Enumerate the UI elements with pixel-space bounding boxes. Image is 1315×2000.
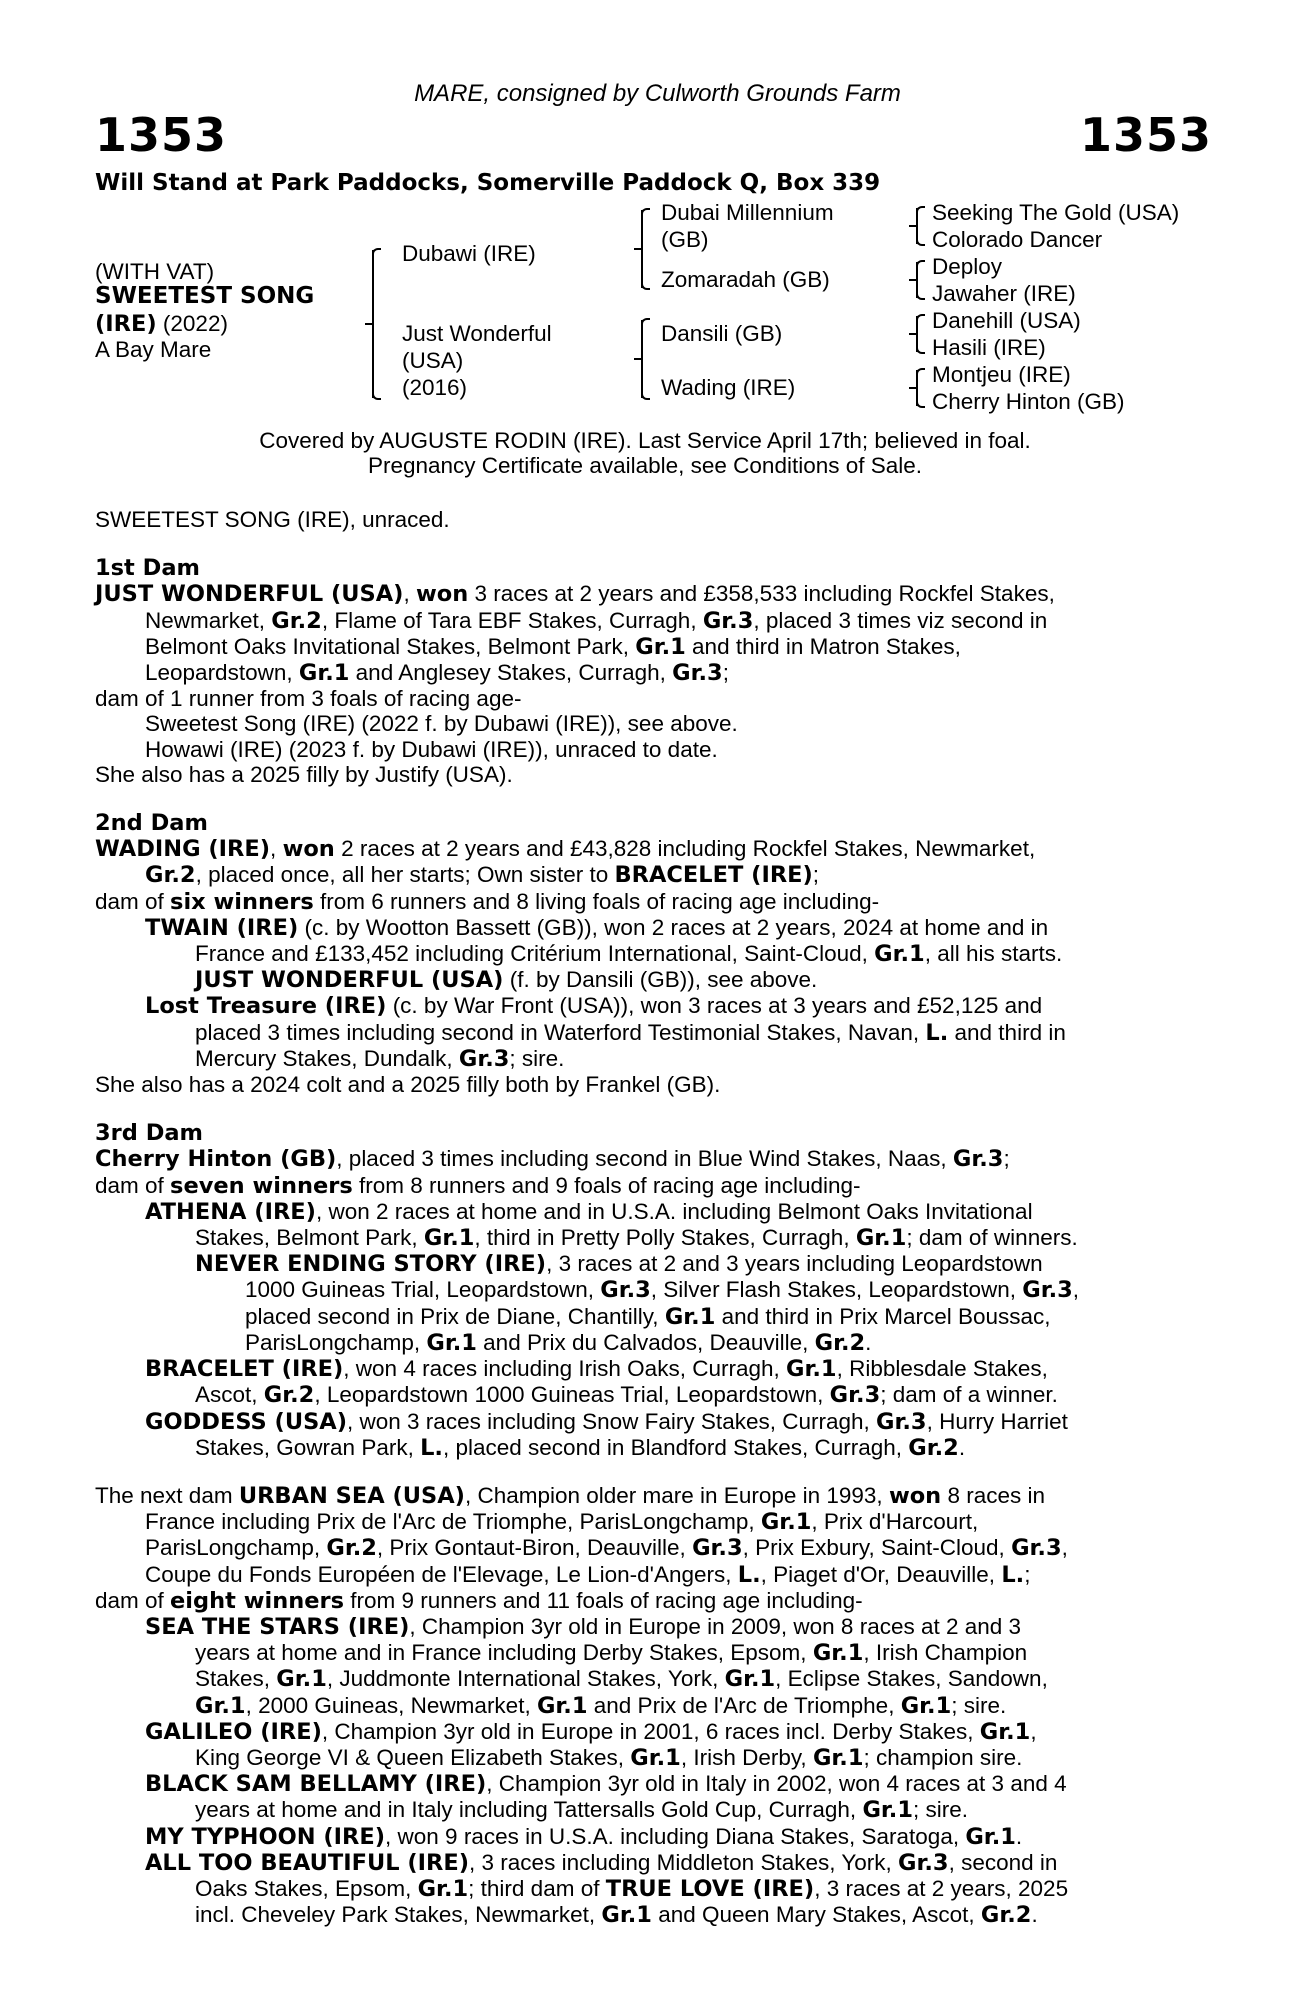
grade: Gr.1 [812, 1744, 864, 1771]
text-span: ; sire. [509, 1045, 565, 1071]
second-dam-line-2 [95, 862, 1192, 888]
atb-line-3 [95, 1902, 1192, 1928]
text-span: , Prix Gontaut-Biron, Deauville, [376, 1535, 693, 1561]
lost-treasure-line-2 [95, 1020, 1192, 1046]
grade: Gr.3 [702, 607, 754, 634]
horse-ref: BLACK SAM BELLAMY (IRE) [145, 1771, 487, 1798]
text-span: Coupe du Fonds Européen de l'Elevage, Le Lion-d'Angers, [145, 1561, 738, 1587]
gg-4: Jawaher (IRE) [932, 281, 1076, 306]
text-span: and Queen Mary Stakes, Ascot, [651, 1902, 981, 1928]
text-span: , placed once, all her starts; Own sister to [195, 862, 615, 888]
first-dam-also: She also has a 2025 filly by Justify (USA). [95, 761, 513, 787]
gg-7: Montjeu (IRE) [932, 362, 1071, 387]
text-span: , won 9 races in U.S.A. including Diana Stakes, Saratoga, [385, 1823, 966, 1849]
pedigree-brace-2b [641, 320, 643, 398]
grade: Gr.1 [664, 1303, 716, 1330]
dam-year-line: (2016) [402, 375, 468, 400]
grade: Gr.1 [536, 1692, 588, 1719]
next-dam-line-4 [95, 1562, 1192, 1588]
grade: Gr.1 [965, 1823, 1016, 1850]
horse-ref: BRACELET (IRE) [614, 862, 813, 889]
grade: Gr.3 [692, 1535, 743, 1562]
first-dam-heading: 1st Dam [95, 555, 200, 582]
consignor-line: MARE, consigned by Culworth Grounds Farm [414, 80, 901, 107]
text-span: , Champion 3yr old in Europe in 2009, won 8 races at 2 and 3 [409, 1613, 1022, 1639]
grade: Gr.1 [195, 1692, 246, 1719]
unraced-note: SWEETEST SONG (IRE), unraced. [95, 507, 450, 532]
grade: Gr.3 [458, 1045, 510, 1072]
text-span: (c. by Wootton Bassett (GB)), won 2 races at 2 years, 2024 at home and in [298, 914, 1049, 940]
horse-ref: NEVER ENDING STORY (IRE) [195, 1251, 547, 1278]
grade: Gr.2 [980, 1902, 1032, 1929]
location-line: Will Stand at Park Paddocks, Somerville Paddock Q, Box 339 [95, 170, 881, 196]
grade: Gr.1 [760, 1509, 812, 1536]
text-span: ; champion sire. [863, 1744, 1023, 1770]
next-dam-name: URBAN SEA (USA) [238, 1482, 465, 1509]
won-label: won [282, 836, 335, 863]
text-span: ; sire. [951, 1692, 1007, 1718]
text-span: Belmont Oaks Invitational Stakes, Belmont Park, [145, 633, 636, 659]
horse-origin-year [95, 310, 228, 338]
dam-name-line: Just Wonderful [402, 321, 552, 346]
first-dam-line-1: JUST WONDERFUL (USA), won 3 races at 2 years and £358,533 including Rockfel Stakes, [95, 581, 1055, 608]
nes-line-4 [95, 1330, 1192, 1356]
my-typhoon-line [95, 1824, 1192, 1850]
grade: Gr.1 [900, 1692, 952, 1719]
grade: Gr.1 [417, 1875, 469, 1902]
horse-year: (2022) [162, 311, 228, 336]
sire: Dubawi (IRE) [402, 241, 536, 266]
horse-description: A Bay Mare [95, 337, 212, 362]
just-wonderful-line [95, 967, 1192, 993]
pedigree-brace-3a [916, 208, 918, 244]
text-span: , placed 3 times viz second in [753, 607, 1048, 633]
sire-sire-line-2: (GB) [661, 227, 709, 252]
grade: Gr.3 [600, 1277, 651, 1304]
text-span: , Irish Champion [863, 1640, 1028, 1666]
text-span: (f. by Dansili (GB)), see above. [503, 967, 818, 993]
grade: Gr.2 [145, 862, 196, 889]
grade: Gr.1 [874, 941, 925, 968]
dam-origin-line: (USA) [402, 348, 464, 373]
second-dam-name: WADING (IRE) [95, 836, 271, 863]
lost-treasure-line-1 [95, 993, 1192, 1019]
grade: L. [420, 1434, 443, 1461]
horse-ref: GODDESS (USA) [145, 1408, 348, 1435]
text-span: placed 3 times including second in Waterford Testimonial Stakes, Navan, [195, 1019, 926, 1045]
sts-line-4 [95, 1693, 1192, 1719]
next-dam-dam-of [95, 1588, 1192, 1614]
text-span: France and £133,452 including Critérium International, Saint-Cloud, [195, 941, 875, 967]
grade: Gr.1 [635, 633, 686, 660]
lost-treasure-line-3 [95, 1046, 1192, 1072]
second-dam-also: She also has a 2024 colt and a 2025 filly both by Frankel (GB). [95, 1072, 721, 1098]
grade: Gr.1 [812, 1640, 864, 1667]
winners-count: six winners [170, 888, 314, 915]
twain-line-2 [95, 941, 1192, 967]
text-span: , Flame of Tara EBF Stakes, Curragh, [321, 607, 703, 633]
horse-origin: (IRE) [95, 311, 157, 337]
text-span: , Eclipse Stakes, Sandown, [775, 1666, 1048, 1692]
text-span: , Champion 3yr old in Italy in 2002, won 4 races at 3 and 4 [486, 1771, 1067, 1797]
text-span: (c. by War Front (USA)), won 3 races at 3 years and £52,125 and [386, 993, 1043, 1019]
text-span: Stakes, [195, 1666, 277, 1692]
bracelet-line-2 [95, 1382, 1192, 1408]
pedigree-brace-1 [372, 250, 374, 398]
text-span: ParisLongchamp, [245, 1329, 427, 1355]
gg-2: Colorado Dancer [932, 227, 1103, 252]
pedigree-brace-3c [916, 316, 918, 352]
third-dam-line-1 [95, 1146, 1192, 1172]
bsb-line-1 [95, 1771, 1192, 1797]
grade: Gr.2 [908, 1434, 959, 1461]
grade: Gr.3 [876, 1408, 927, 1435]
third-dam-heading: 3rd Dam [95, 1120, 203, 1147]
grade: Gr.1 [724, 1666, 776, 1693]
goddess-line-2 [95, 1435, 1192, 1461]
text-span: Leopardstown, [145, 660, 299, 686]
text-span: , 2000 Guineas, Newmarket, [245, 1692, 537, 1718]
text-span: , won 2 races at home and in U.S.A. including Belmont Oaks Invitational [315, 1198, 1033, 1224]
nes-line-1 [95, 1251, 1192, 1277]
text-span: , Prix Exbury, Saint-Cloud, [742, 1535, 1012, 1561]
next-dam-line-1 [95, 1483, 1192, 1509]
text-span: Newmarket, [145, 607, 272, 633]
horse-ref: GALILEO (IRE) [145, 1718, 322, 1745]
text-span: placed second in Prix de Diane, Chantilly, [245, 1303, 665, 1329]
produce-1: Sweetest Song (IRE) (2022 f. by Dubawi (IRE)), see above. [145, 711, 738, 737]
winners-count: seven winners [170, 1172, 353, 1199]
dam-sire: Dansili (GB) [661, 321, 783, 346]
sts-line-3 [95, 1666, 1192, 1692]
dam-dam: Wading (IRE) [661, 375, 796, 400]
text-span: ; dam of winners. [906, 1225, 1078, 1251]
text-span: , Irish Derby, [680, 1744, 813, 1770]
text-span: The next dam [95, 1482, 239, 1508]
grade: Gr.1 [630, 1744, 681, 1771]
text-span: 8 races in [941, 1482, 1046, 1508]
second-dam-line-1: WADING (IRE), won 2 races at 2 years and £43,828 including Rockfel Stakes, Newmarket, [95, 836, 1036, 863]
text-span: , [1061, 1535, 1068, 1561]
text-span: . [1031, 1902, 1038, 1928]
text-span: , 3 races at 2 years, 2025 [814, 1875, 1069, 1901]
text-span: and third in [948, 1019, 1066, 1045]
text-span: , Champion 3yr old in Europe in 2001, 6 races incl. Derby Stakes, [321, 1718, 980, 1744]
text-span: dam of [95, 1587, 171, 1613]
text-span: Stakes, Belmont Park, [195, 1225, 424, 1251]
text-span: years at home and in Italy including Tattersalls Gold Cup, Curragh, [195, 1797, 863, 1823]
third-dam-dam-of [95, 1173, 1192, 1199]
gg-3: Deploy [932, 254, 1003, 279]
text-span: , 3 races including Middleton Stakes, York, [469, 1849, 899, 1875]
text-span: , 3 races at 2 and 3 years including Leopardstown [546, 1251, 1043, 1277]
text-span: 2 races at 2 years and £43,828 including Rockfel Stakes, Newmarket, [334, 836, 1036, 862]
text-span: Mercury Stakes, Dundalk, [195, 1045, 459, 1071]
horse-ref: TRUE LOVE (IRE) [605, 1875, 815, 1902]
text-span: , [1072, 1277, 1080, 1303]
text-span: ; [1003, 1146, 1010, 1172]
text-span: incl. Cheveley Park Stakes, Newmarket, [195, 1902, 602, 1928]
pedigree-brace-3b [916, 262, 918, 298]
atb-line-1 [95, 1850, 1192, 1876]
grade: Gr.3 [952, 1146, 1004, 1173]
grade: Gr.1 [786, 1356, 837, 1383]
text-span: ; sire. [913, 1797, 969, 1823]
grade: Gr.1 [855, 1225, 907, 1252]
grade: Gr.1 [276, 1666, 327, 1693]
next-dam-line-2 [95, 1509, 1192, 1535]
text-span: and third in Matron Stakes, [685, 633, 961, 659]
text-span: dam of [95, 1172, 171, 1198]
gg-6: Hasili (IRE) [932, 335, 1046, 360]
text-span: Stakes, Gowran Park, [195, 1434, 421, 1460]
lot-number-right: 1353 [1079, 108, 1212, 162]
grade: Gr.2 [263, 1382, 315, 1409]
text-span: and Prix de l'Arc de Triomphe, [587, 1692, 901, 1718]
nes-line-3 [95, 1304, 1192, 1330]
grade: Gr.1 [426, 1329, 477, 1356]
text-span: 1000 Guineas Trial, Leopardstown, [245, 1277, 601, 1303]
twain-line-1 [95, 915, 1192, 941]
atb-line-2 [95, 1876, 1192, 1902]
horse-ref: TWAIN (IRE) [145, 914, 299, 941]
text-span: . [1015, 1823, 1023, 1849]
covering-note [0, 428, 1290, 478]
next-dam-line-3 [95, 1535, 1192, 1561]
grade: Gr.3 [898, 1849, 949, 1876]
text-span: , Prix d'Harcourt, [811, 1509, 979, 1535]
text-span: ParisLongchamp, [145, 1535, 327, 1561]
text-span: , placed 3 times including second in Blue Wind Stakes, Naas, [336, 1146, 953, 1172]
text-span: and Anglesey Stakes, Curragh, [349, 660, 673, 686]
text-span: and Prix du Calvados, Deauville, [476, 1329, 815, 1355]
catalogue-body [95, 507, 1192, 1928]
bracelet-line-1 [95, 1356, 1192, 1382]
grade: Gr.1 [862, 1797, 913, 1824]
sire-dam: Zomaradah (GB) [661, 267, 830, 292]
first-dam-line-3 [95, 634, 1192, 660]
text-span: ; [1024, 1561, 1031, 1587]
text-span: , Champion older mare in Europe in 1993, [464, 1482, 889, 1508]
dam-pedigree [402, 320, 552, 401]
sire-sire-line-1: Dubai Millennium [661, 200, 834, 225]
text-span: Ascot, [195, 1382, 264, 1408]
first-dam-line-2 [95, 608, 1192, 634]
second-dam-heading: 2nd Dam [95, 810, 208, 837]
lot-number-left: 1353 [95, 108, 228, 162]
first-dam-name: JUST WONDERFUL (USA) [95, 581, 404, 608]
text-span: years at home and in France including Derby Stakes, Epsom, [195, 1640, 813, 1666]
third-dam-name: Cherry Hinton (GB) [95, 1146, 337, 1173]
athena-line-1 [95, 1199, 1192, 1225]
text-span: , Piaget d'Or, Deauville, [760, 1561, 1002, 1587]
won-label: won [888, 1482, 942, 1509]
grade: Gr.3 [672, 660, 723, 687]
goddess-line-1 [95, 1409, 1192, 1435]
galileo-line-1 [95, 1719, 1192, 1745]
cover-line-1: Covered by AUGUSTE RODIN (IRE). Last Service April 17th; believed in foal. [259, 428, 1031, 453]
gg-8: Cherry Hinton (GB) [932, 389, 1125, 414]
gg-5: Danehill (USA) [932, 308, 1081, 333]
grade: Gr.3 [1011, 1535, 1062, 1562]
won-label: won [415, 581, 469, 608]
grade: Gr.1 [423, 1225, 475, 1252]
text-span: 3 races at 2 years and £358,533 including Rockfel Stakes, [468, 581, 1055, 607]
grade: L. [1001, 1561, 1025, 1588]
text-span: , Hurry Harriet [926, 1408, 1068, 1434]
text-span: from 8 runners and 9 foals of racing age including- [352, 1172, 861, 1198]
athena-line-2 [95, 1225, 1192, 1251]
horse-ref: JUST WONDERFUL (USA) [195, 967, 504, 994]
horse-ref: Lost Treasure (IRE) [145, 993, 387, 1020]
text-span: , second in [948, 1849, 1058, 1875]
text-span: , Juddmonte International Stakes, York, [326, 1666, 725, 1692]
text-span: , won 3 races including Snow Fairy Stakes, Curragh, [347, 1408, 877, 1434]
grade: Gr.3 [1022, 1277, 1073, 1304]
horse-ref: MY TYPHOON (IRE) [145, 1823, 386, 1850]
text-span: , [1030, 1718, 1037, 1744]
text-span: , all his starts. [924, 941, 1063, 967]
winners-count: eight winners [170, 1587, 345, 1614]
horse-ref: BRACELET (IRE) [145, 1356, 344, 1383]
cover-line-2: Pregnancy Certificate available, see Conditions of Sale. [367, 453, 923, 478]
text-span: King George VI & Queen Elizabeth Stakes, [195, 1744, 631, 1770]
horse-ref: ATHENA (IRE) [145, 1198, 316, 1225]
text-span: France including Prix de l'Arc de Triomphe, ParisLongchamp, [145, 1509, 761, 1535]
text-span: , third in Pretty Polly Stakes, Curragh, [474, 1225, 856, 1251]
text-span: , won 4 races including Irish Oaks, Curragh, [343, 1356, 786, 1382]
sts-line-1 [95, 1614, 1192, 1640]
galileo-line-2 [95, 1745, 1192, 1771]
bsb-line-2 [95, 1797, 1192, 1823]
grade: Gr.1 [601, 1902, 652, 1929]
text-span: . [958, 1434, 966, 1460]
sire-sire [661, 199, 834, 253]
text-span: , Ribblesdale Stakes, [836, 1356, 1048, 1382]
text-span: ; [722, 660, 729, 686]
gg-1: Seeking The Gold (USA) [932, 200, 1180, 225]
sts-line-2 [95, 1640, 1192, 1666]
second-dam-dam-of [95, 889, 1192, 915]
first-dam-dam-of: dam of 1 runner from 3 foals of racing age- [95, 686, 522, 712]
grade: Gr.2 [326, 1535, 377, 1562]
horse-name: SWEETEST SONG [95, 283, 315, 309]
produce-2: Howawi (IRE) (2023 f. by Dubawi (IRE)), unraced to date. [145, 736, 718, 762]
text-span: Oaks Stakes, Epsom, [195, 1875, 418, 1901]
text-span: ; [812, 862, 820, 888]
grade: L. [925, 1019, 949, 1046]
text-span: ; third dam of [468, 1875, 606, 1901]
pedigree-brace-3d [916, 370, 918, 406]
vat-note: (WITH VAT) [95, 259, 215, 284]
text-span: . [865, 1329, 872, 1355]
grade: Gr.1 [979, 1718, 1031, 1745]
text-span: dam of [95, 888, 171, 914]
text-span: from 6 runners and 8 living foals of racing age including- [313, 888, 880, 914]
text-span: and third in Prix Marcel Boussac, [715, 1303, 1051, 1329]
horse-ref: SEA THE STARS (IRE) [145, 1613, 410, 1640]
nes-line-2 [95, 1277, 1192, 1303]
grade: L. [737, 1561, 761, 1588]
first-dam-line-4 [95, 660, 1192, 686]
text-span: , Leopardstown 1000 Guineas Trial, Leopardstown, [314, 1382, 830, 1408]
text-span: , placed second in Blandford Stakes, Curragh, [442, 1434, 909, 1460]
grade: Gr.1 [298, 660, 350, 687]
pedigree-brace-2a [641, 210, 643, 288]
grade: Gr.2 [271, 607, 322, 634]
grade: Gr.2 [814, 1329, 866, 1356]
text-span: ; dam of a winner. [880, 1382, 1058, 1408]
text-span: from 9 runners and 11 foals of racing age including- [344, 1587, 863, 1613]
horse-ref: ALL TOO BEAUTIFUL (IRE) [145, 1849, 470, 1876]
grade: Gr.3 [829, 1382, 881, 1409]
text-span: , Silver Flash Stakes, Leopardstown, [650, 1277, 1023, 1303]
